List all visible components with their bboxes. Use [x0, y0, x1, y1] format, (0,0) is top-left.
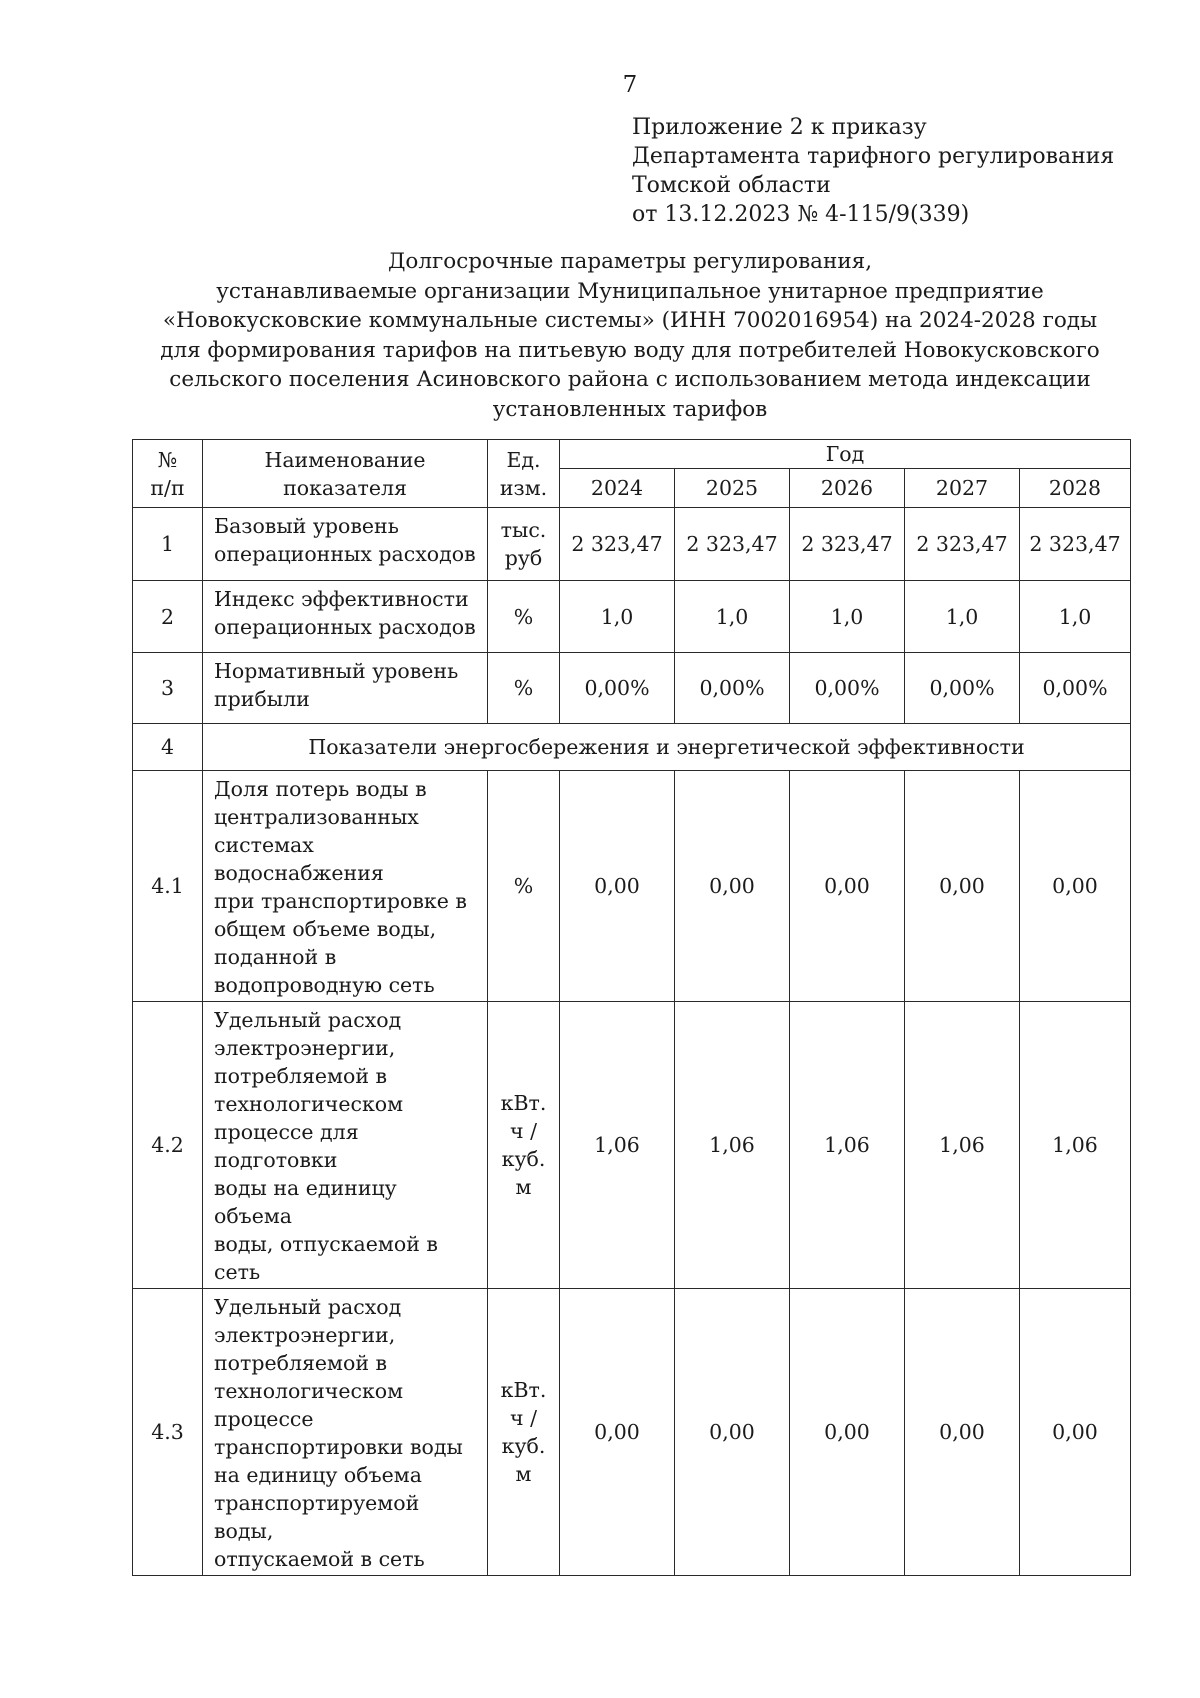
- header-text: Наименование: [264, 447, 426, 472]
- indicator-name-line: потребляемой в: [214, 1064, 388, 1088]
- value-cell: 0,00: [675, 1289, 790, 1576]
- value-cell: 0,00: [1020, 1289, 1131, 1576]
- unit-cell: [488, 508, 560, 581]
- value-cell: 1,0: [790, 581, 905, 653]
- value-cell: 1,0: [1020, 581, 1131, 653]
- page-number: 7: [622, 72, 638, 98]
- table-row: [133, 1002, 1131, 1289]
- indicator-name: [203, 771, 488, 1002]
- header-num: [133, 440, 203, 508]
- indicator-name-line: Базовый уровень: [214, 514, 399, 538]
- row-number: 3: [133, 653, 203, 724]
- indicator-name-line: Удельный расход: [214, 1295, 402, 1319]
- value-cell: 2 323,47: [675, 508, 790, 581]
- indicator-name-line: процессе: [214, 1407, 314, 1431]
- value-cell: 0,00: [560, 1289, 675, 1576]
- unit-line: ч /: [510, 1406, 537, 1430]
- indicator-name: [203, 1002, 488, 1289]
- value-cell: 0,00: [905, 771, 1020, 1002]
- indicator-name: [203, 508, 488, 581]
- value-cell: 0,00%: [560, 653, 675, 724]
- indicator-name-line: Индекс эффективности: [214, 587, 469, 611]
- unit-line: кВт.: [500, 1091, 547, 1115]
- table-row: [133, 771, 1131, 1002]
- indicator-name-line: транспортировки воды: [214, 1435, 463, 1459]
- unit-line: руб: [504, 546, 543, 570]
- value-cell: 0,00: [790, 771, 905, 1002]
- value-cell: 1,06: [675, 1002, 790, 1289]
- value-cell: 0,00%: [1020, 653, 1131, 724]
- indicator-name-line: прибыли: [214, 687, 310, 711]
- title-line: установленных тарифов: [492, 396, 768, 422]
- header-name: [203, 440, 488, 508]
- indicator-name-line: поданной в: [214, 945, 337, 969]
- unit-line: м: [515, 1462, 532, 1486]
- value-cell: 0,00: [1020, 771, 1131, 1002]
- title-line: для формирования тарифов на питьевую воду для потребителей Новокусковского: [160, 337, 1100, 363]
- table-row: [133, 724, 1131, 771]
- indicator-name: [203, 1289, 488, 1576]
- row-number: 2: [133, 581, 203, 653]
- indicator-name: [203, 581, 488, 653]
- header-text: изм.: [499, 475, 548, 500]
- header-year: 2026: [790, 469, 905, 508]
- indicator-name-line: Удельный расход: [214, 1008, 402, 1032]
- indicator-name-line: сеть: [214, 1260, 261, 1284]
- table-header-row: [133, 440, 1131, 469]
- value-cell: 2 323,47: [560, 508, 675, 581]
- header-text: Ед.: [506, 447, 541, 472]
- row-number: 4.3: [133, 1289, 203, 1576]
- indicator-name-line: операционных расходов: [214, 542, 476, 566]
- value-cell: 1,06: [790, 1002, 905, 1289]
- unit-line: куб.: [501, 1434, 546, 1458]
- value-cell: 1,0: [905, 581, 1020, 653]
- indicator-name-line: технологическом: [214, 1092, 404, 1116]
- appendix-line: от 13.12.2023 № 4-115/9(339): [632, 202, 970, 227]
- value-cell: 0,00: [905, 1289, 1020, 1576]
- header-text: показателя: [283, 475, 407, 500]
- indicator-name-line: централизованных: [214, 805, 419, 829]
- header-year-group: Год: [560, 440, 1131, 469]
- indicator-name-line: процессе для подготовки: [214, 1120, 359, 1172]
- unit-cell: [488, 581, 560, 653]
- unit-line: %: [513, 604, 534, 629]
- indicator-name-line: при транспортировке в: [214, 889, 467, 913]
- unit-cell: [488, 771, 560, 1002]
- row-number: 1: [133, 508, 203, 581]
- unit-line: тыс.: [500, 518, 547, 542]
- unit-cell: [488, 1002, 560, 1289]
- header-year: 2027: [905, 469, 1020, 508]
- value-cell: 0,00%: [675, 653, 790, 724]
- title-line: «Новокусковские коммунальные системы» (ИНН 7002016954) на 2024-2028 годы: [162, 308, 1098, 333]
- indicator-name-line: водопроводную сеть: [214, 973, 435, 997]
- section-heading: Показатели энергосбережения и энергетической эффективности: [203, 724, 1131, 771]
- value-cell: 1,0: [675, 581, 790, 653]
- header-year: 2024: [560, 469, 675, 508]
- title-line: устанавливаемые организации Муниципальное унитарное предприятие: [216, 278, 1044, 304]
- indicator-name-line: транспортируемой воды,: [214, 1491, 420, 1543]
- indicator-name: [203, 653, 488, 724]
- indicator-name-line: на единицу объема: [214, 1463, 422, 1487]
- indicator-name-line: электроэнергии,: [214, 1323, 396, 1347]
- header-year: 2025: [675, 469, 790, 508]
- unit-cell: [488, 1289, 560, 1576]
- value-cell: 1,0: [560, 581, 675, 653]
- header-year: 2028: [1020, 469, 1131, 508]
- value-cell: 0,00: [560, 771, 675, 1002]
- value-cell: 0,00%: [905, 653, 1020, 724]
- value-cell: 0,00: [675, 771, 790, 1002]
- value-cell: 2 323,47: [790, 508, 905, 581]
- indicator-name-line: потребляемой в: [214, 1351, 388, 1375]
- unit-line: куб.: [501, 1147, 546, 1171]
- appendix-note: [632, 113, 1114, 229]
- value-cell: 1,06: [1020, 1002, 1131, 1289]
- title-line: Долгосрочные параметры регулирования,: [387, 249, 873, 274]
- value-cell: 1,06: [560, 1002, 675, 1289]
- appendix-line: Томской области: [632, 173, 831, 198]
- unit-line: %: [513, 676, 534, 700]
- header-unit: [488, 440, 560, 508]
- parameters-table: [132, 439, 1131, 1576]
- row-number: 4.2: [133, 1002, 203, 1289]
- indicator-name-line: электроэнергии,: [214, 1036, 396, 1060]
- header-text: п/п: [150, 475, 185, 500]
- indicator-name-line: отпускаемой в сеть: [214, 1547, 425, 1571]
- indicator-name-line: Нормативный уровень: [214, 659, 459, 683]
- header-text: №: [157, 447, 178, 472]
- appendix-line: Приложение 2 к приказу: [632, 115, 927, 140]
- indicator-name-line: общем объеме воды,: [214, 917, 437, 941]
- indicator-name-line: Доля потерь воды в: [214, 777, 427, 801]
- value-cell: 1,06: [905, 1002, 1020, 1289]
- indicator-name-line: воды, отпускаемой в: [214, 1232, 438, 1256]
- indicator-name-line: воды на единицу объема: [214, 1176, 397, 1228]
- table-row: [133, 653, 1131, 724]
- indicator-name-line: технологическом: [214, 1379, 404, 1403]
- value-cell: 2 323,47: [1020, 508, 1131, 581]
- indicator-name-line: системах водоснабжения: [214, 833, 384, 885]
- row-number: 4: [133, 724, 203, 771]
- indicator-name-line: операционных расходов: [214, 615, 476, 639]
- table-row: [133, 581, 1131, 653]
- document-title: [130, 247, 1130, 424]
- value-cell: 2 323,47: [905, 508, 1020, 581]
- unit-line: ч /: [510, 1119, 537, 1143]
- title-line: сельского поселения Асиновского района с использованием метода индексации: [169, 367, 1091, 392]
- unit-line: м: [515, 1175, 532, 1199]
- unit-cell: [488, 653, 560, 724]
- unit-line: кВт.: [500, 1378, 547, 1402]
- unit-line: %: [513, 874, 534, 898]
- row-number: 4.1: [133, 771, 203, 1002]
- appendix-line: Департамента тарифного регулирования: [632, 144, 1115, 169]
- table-row: [133, 508, 1131, 581]
- value-cell: 0,00%: [790, 653, 905, 724]
- value-cell: 0,00: [790, 1289, 905, 1576]
- table-row: [133, 1289, 1131, 1576]
